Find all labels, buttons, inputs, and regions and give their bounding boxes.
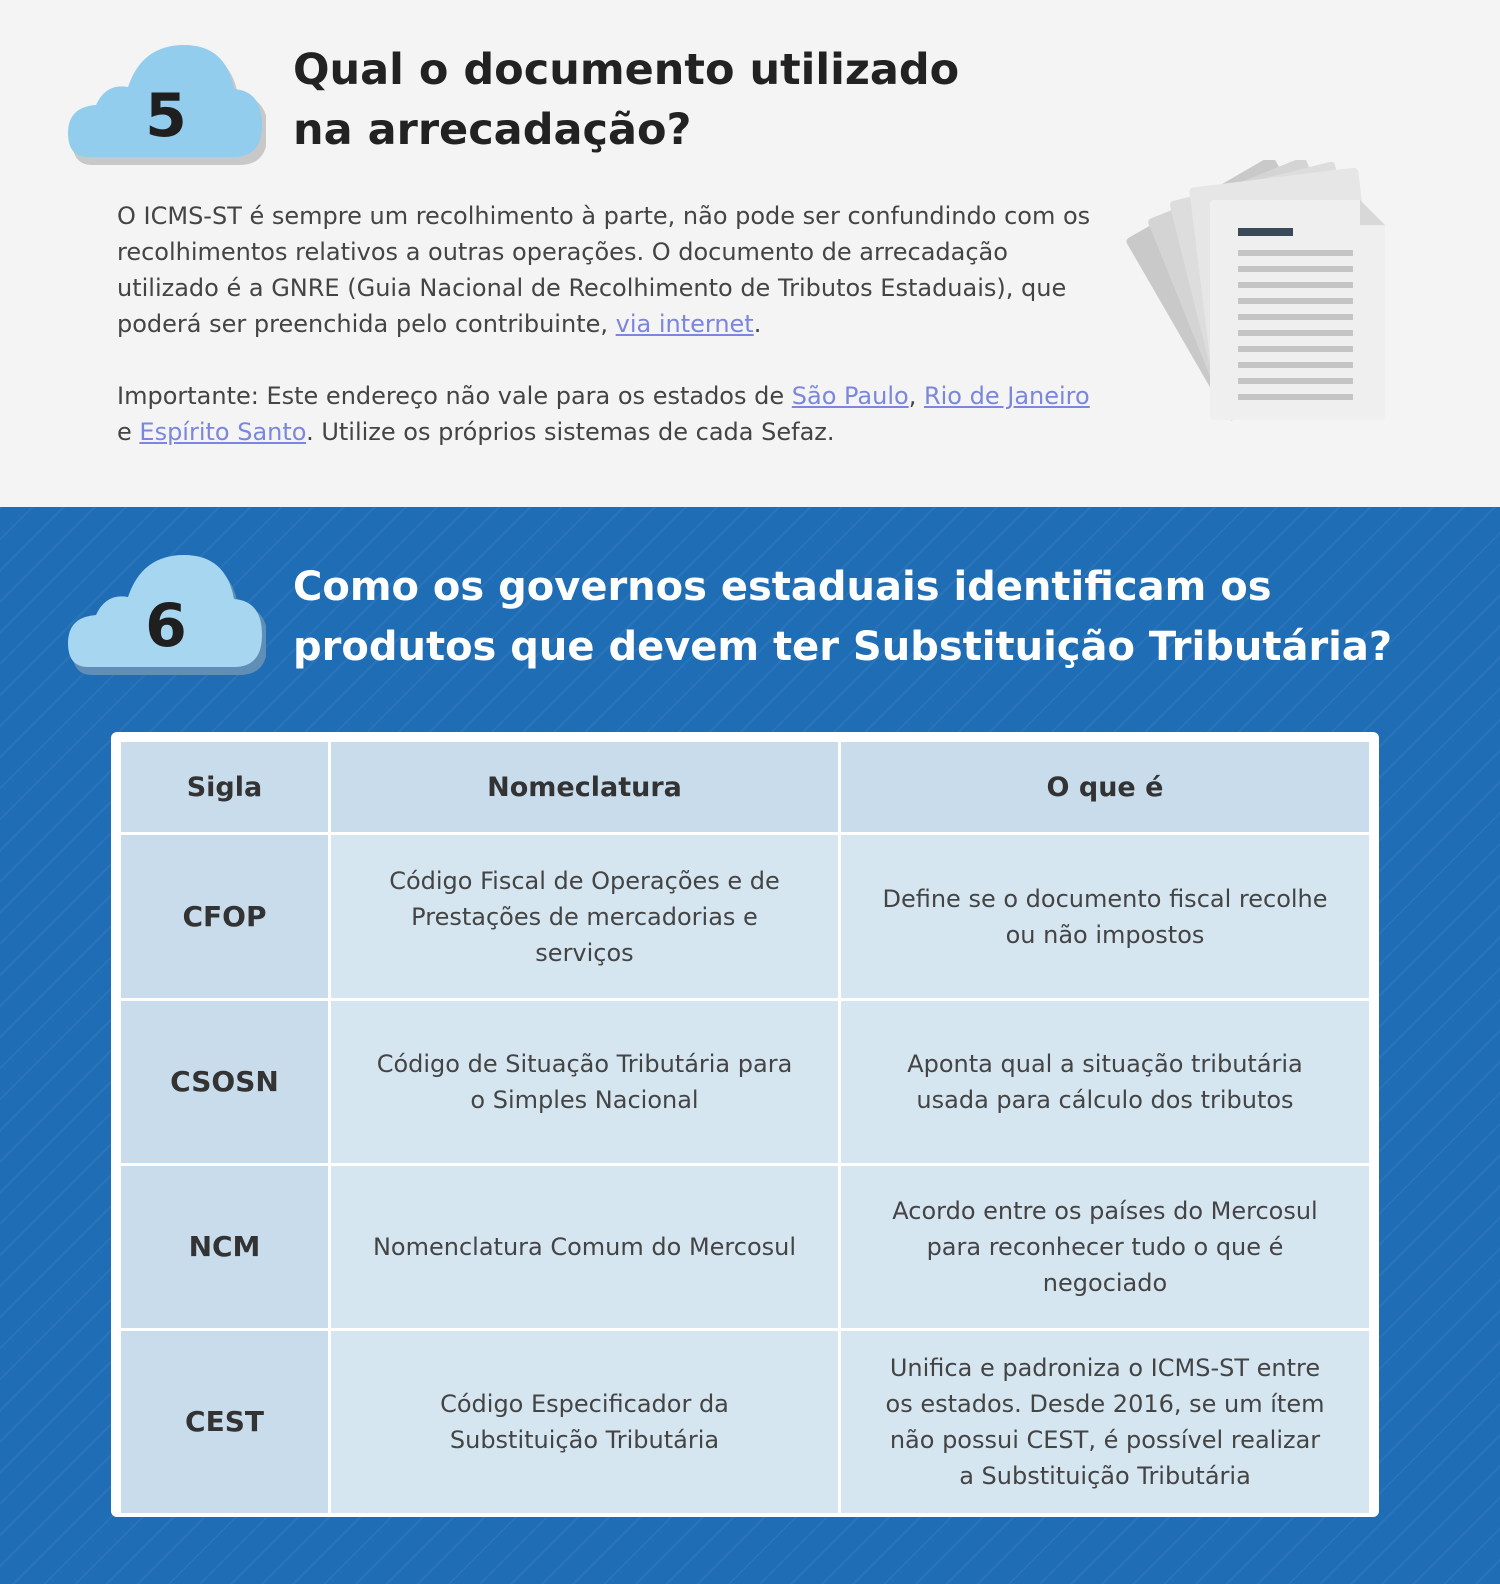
section-6-title [293, 557, 1473, 677]
paragraph-text: O ICMS-ST é sempre um recolhimento à parte, não pode ser confundindo com os recolhimentos relativos a outras operações. O documento de arrecadação utilizado é a GNRE (Guia Nacional de Recolhimento de Tributos Estaduais), que poderá ser preenchida pelo contribuinte, [117, 202, 1091, 338]
important-suffix: . Utilize os próprios sistemas de cada Sefaz. [306, 418, 835, 446]
nomenclatura-cell: Nomenclatura Comum do Mercosul [330, 1165, 840, 1330]
section-number: 6 [145, 591, 187, 661]
section-5-body [117, 198, 1097, 450]
description-cell: Define se o documento fiscal recolhe ou não impostos [840, 834, 1371, 1000]
title-line-2: produtos que devem ter Substituição Tributária? [293, 624, 1393, 670]
title-line-2: na arrecadação? [293, 105, 692, 155]
cloud-number-badge-6 [66, 555, 266, 679]
sigla-cell: CEST [120, 1330, 330, 1515]
sao-paulo-link[interactable]: São Paulo [791, 382, 909, 410]
sigla-cell: CFOP [120, 834, 330, 1000]
section-6 [0, 507, 1500, 1584]
paragraph-important [117, 378, 1097, 450]
header-o-que-e: O que é [840, 741, 1371, 834]
nomenclatura-cell: Código Fiscal de Operações e de Prestações de mercadorias e serviços [330, 834, 840, 1000]
title-line-1: Qual o documento utilizado [293, 45, 960, 95]
cloud-number-badge-5 [66, 45, 266, 169]
period: . [753, 310, 762, 338]
section-5-title [293, 40, 993, 160]
header-nomenclatura: Nomeclatura [330, 741, 840, 834]
documents-illustration [1125, 160, 1405, 434]
paragraph-gnre [117, 198, 1097, 342]
section-number: 5 [145, 81, 187, 151]
table-row [120, 1165, 1371, 1330]
codes-table [118, 739, 1372, 1516]
table-row [120, 1000, 1371, 1165]
sigla-cell: CSOSN [120, 1000, 330, 1165]
title-line-1: Como os governos estaduais identificam os [293, 564, 1272, 610]
table-row [120, 1330, 1371, 1515]
description-cell: Aponta qual a situação tributária usada para cálculo dos tributos [840, 1000, 1371, 1165]
and-text: e [117, 418, 140, 446]
codes-table-container [111, 732, 1379, 1517]
sigla-cell: NCM [120, 1165, 330, 1330]
table-header-row [120, 741, 1371, 834]
section-5 [0, 0, 1500, 507]
nomenclatura-cell: Código de Situação Tributária para o Simples Nacional [330, 1000, 840, 1165]
via-internet-link[interactable]: via internet [615, 310, 754, 338]
important-text: Importante: Este endereço não vale para os estados de [117, 382, 792, 410]
table-row [120, 834, 1371, 1000]
comma: , [908, 382, 924, 410]
nomenclatura-cell: Código Especificador da Substituição Tributária [330, 1330, 840, 1515]
description-cell: Acordo entre os países do Mercosul para reconhecer tudo o que é negociado [840, 1165, 1371, 1330]
description-cell: Unifica e padroniza o ICMS-ST entre os estados. Desde 2016, se um ítem não possui CEST, é possível realizar a Substituição Tributária [840, 1330, 1371, 1515]
espirito-santo-link[interactable]: Espírito Santo [139, 418, 307, 446]
header-sigla: Sigla [120, 741, 330, 834]
document-stack-icon [1125, 160, 1405, 430]
rio-de-janeiro-link[interactable]: Rio de Janeiro [923, 382, 1090, 410]
